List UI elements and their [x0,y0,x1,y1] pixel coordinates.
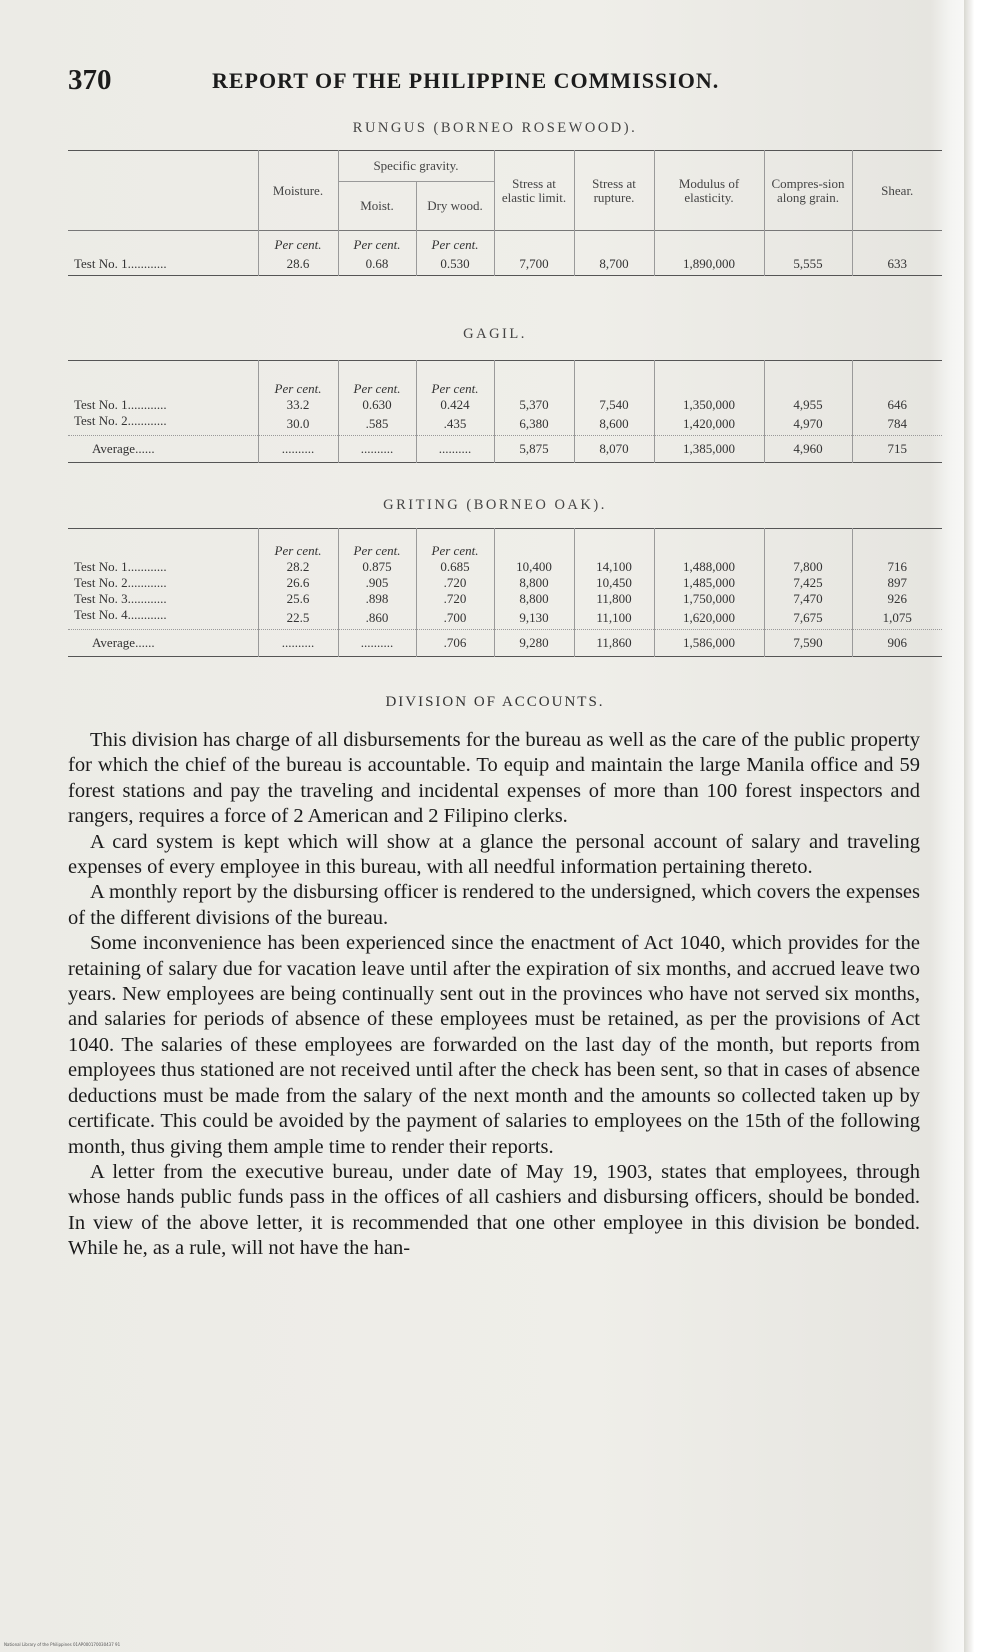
table-cell: .435 [416,413,494,436]
table-cell: 8,800 [494,591,574,607]
unit-label: Per cent. [416,237,494,253]
table-cell: 7,425 [764,575,852,591]
table-cell: 5,370 [494,397,574,413]
table-cell: 30.0 [258,413,338,436]
table-cell: 33.2 [258,397,338,413]
table-cell: 7,800 [764,559,852,575]
table-cell: .......... [258,436,338,463]
table-cell: .......... [258,630,338,657]
table-cell: 11,100 [574,607,654,630]
table-cell: 25.6 [258,591,338,607]
table-cell: .......... [416,436,494,463]
division-heading: DIVISION OF ACCOUNTS. [385,694,605,710]
table-cell: .......... [338,436,416,463]
table-cell: 11,860 [574,630,654,657]
col-stress-rupture: Stress at rupture. [574,151,654,231]
table-cell: 633 [852,253,942,276]
table-row-label: Test No. 2............ [74,413,167,428]
table-cell: 897 [852,575,942,591]
table-cell: 8,800 [494,575,574,591]
page-number: 370 [68,64,112,96]
col-moisture: Moisture. [258,151,338,231]
table-cell: 1,890,000 [654,253,764,276]
paragraph: A card system is kept which will show at a glance the personal account of salary and traveling expenses of every employee in this bureau, with all needful information pertaining thereto. [68,830,920,879]
table-cell: 9,130 [494,607,574,630]
col-shear: Shear. [852,151,942,231]
paragraph: A letter from the executive bureau, under date of May 19, 1903, states that employees, through whose hands public funds pass in the offices of all cashiers and disbursing officers, should be bonded. In view of the above letter, it is recommended that one other employee in this division be bonded. While he, as a rule, will not have the han- [68,1160,920,1260]
table-cell: 715 [852,436,942,463]
table-cell: .905 [338,575,416,591]
table-cell: 10,400 [494,559,574,575]
table-cell: .......... [338,630,416,657]
col-specific-gravity: Specific gravity. [338,151,494,182]
table-cell: 7,700 [494,253,574,276]
unit-label: Per cent. [338,543,416,559]
average-label: Average...... [68,630,258,657]
table-cell: 1,385,000 [654,436,764,463]
table-row-label: Test No. 1............ [74,397,167,412]
running-title: REPORT OF THE PHILIPPINE COMMISSION. [212,68,720,93]
table-row-label: Test No. 2............ [74,575,167,590]
table-cell: 0.875 [338,559,416,575]
table-cell: .585 [338,413,416,436]
table-cell: 9,280 [494,630,574,657]
table-cell: 22.5 [258,607,338,630]
paragraph: This division has charge of all disbursements for the bureau as well as the care of the public property for which the chief of the bureau is accountable. To equip and maintain the large Manila office and 59 forest stations and pay the traveling and incidental expenses of more than 100 forest inspectors and rangers, requires a force of 2 American and 2 Filipino clerks. [68,729,920,828]
unit-label: Per cent. [258,237,338,253]
table-cell: 7,590 [764,630,852,657]
section-title-rungus: RUNGUS (BORNEO ROSEWOOD). [352,120,638,136]
table-cell: 7,470 [764,591,852,607]
col-modulus: Modulus of elasticity. [654,151,764,231]
table-cell: 8,700 [574,253,654,276]
table-cell: .706 [416,630,494,657]
table-cell: 8,600 [574,413,654,436]
table-cell: 4,970 [764,413,852,436]
table-cell: 8,070 [574,436,654,463]
table-cell: 926 [852,591,942,607]
table-cell: .700 [416,607,494,630]
table-cell: 7,540 [574,397,654,413]
unit-label: Per cent. [416,543,494,559]
table-rungus [68,150,942,276]
table-gagil [68,360,942,463]
table-cell: 0.68 [338,253,416,276]
table-cell: 0.685 [416,559,494,575]
table-cell: 28.6 [258,253,338,276]
page-edge [964,0,990,1652]
table-cell: 784 [852,413,942,436]
unit-label: Per cent. [258,381,338,397]
table-row-label: Test No. 1............ [74,256,167,271]
table-row-label: Test No. 1............ [74,559,167,574]
table-cell: 0.530 [416,253,494,276]
col-compression: Compres-sion along grain. [764,151,852,231]
page-header [68,64,928,104]
table-cell: 1,420,000 [654,413,764,436]
unit-label: Per cent. [416,381,494,397]
table-cell: 26.6 [258,575,338,591]
table-cell: 646 [852,397,942,413]
table-cell: 11,800 [574,591,654,607]
table-cell: 0.630 [338,397,416,413]
table-cell: 1,620,000 [654,607,764,630]
table-cell: 10,450 [574,575,654,591]
table-cell: .860 [338,607,416,630]
paragraph: A monthly report by the disbursing officer is rendered to the undersigned, which covers the expenses of the different divisions of the bureau. [68,881,920,929]
body-text [68,728,920,1262]
table-cell: .720 [416,591,494,607]
table-cell: 14,100 [574,559,654,575]
unit-label: Per cent. [338,237,416,253]
table-cell: 1,075 [852,607,942,630]
table-cell: 1,350,000 [654,397,764,413]
scan-footer: National Library of the Philippines 01AP000170030437 91 [4,1642,121,1647]
unit-label: Per cent. [258,543,338,559]
col-dry-wood: Dry wood. [416,182,494,231]
unit-label: Per cent. [338,381,416,397]
table-cell: 4,960 [764,436,852,463]
table-cell: 4,955 [764,397,852,413]
table-row-label: Test No. 4............ [74,607,167,622]
average-label: Average...... [68,436,258,463]
table-cell: 1,485,000 [654,575,764,591]
table-cell: 7,675 [764,607,852,630]
table-cell: 906 [852,630,942,657]
table-cell: 6,380 [494,413,574,436]
section-title-griting: GRITING (BORNEO OAK). [383,497,607,513]
table-cell: 5,555 [764,253,852,276]
table-cell: 1,586,000 [654,630,764,657]
section-title-gagil: GAGIL. [463,326,527,342]
table-cell: .720 [416,575,494,591]
table-cell: 0.424 [416,397,494,413]
table-cell: 1,488,000 [654,559,764,575]
table-row-label: Test No. 3............ [74,591,167,606]
col-stress-elastic: Stress at elastic limit. [494,151,574,231]
table-cell: .898 [338,591,416,607]
table-cell: 28.2 [258,559,338,575]
table-griting [68,528,942,657]
table-cell: 5,875 [494,436,574,463]
table-cell: 1,750,000 [654,591,764,607]
paragraph: Some inconvenience has been experienced since the enactment of Act 1040, which provides for the retaining of salary due for vacation leave until after the expiration of six months, and accrued leave two years. New employees are being continually sent out in the provinces who have not served six months, and salaries for periods of absence of these employees must be retained, as per the provisions of Act 1040. The salaries of these employees are forwarded on the last day of the month, but reports from employees thus stationed are not received until after the check has been sent, so that in cases of absence deductions must be made from the salary of the next month and the amounts so collected taken up by certificate. This could be avoided by the payment of salaries to employees on the 15th of the following month, thus giving them ample time to render their reports. [68,932,920,1158]
table-cell: 716 [852,559,942,575]
col-moist: Moist. [338,182,416,231]
